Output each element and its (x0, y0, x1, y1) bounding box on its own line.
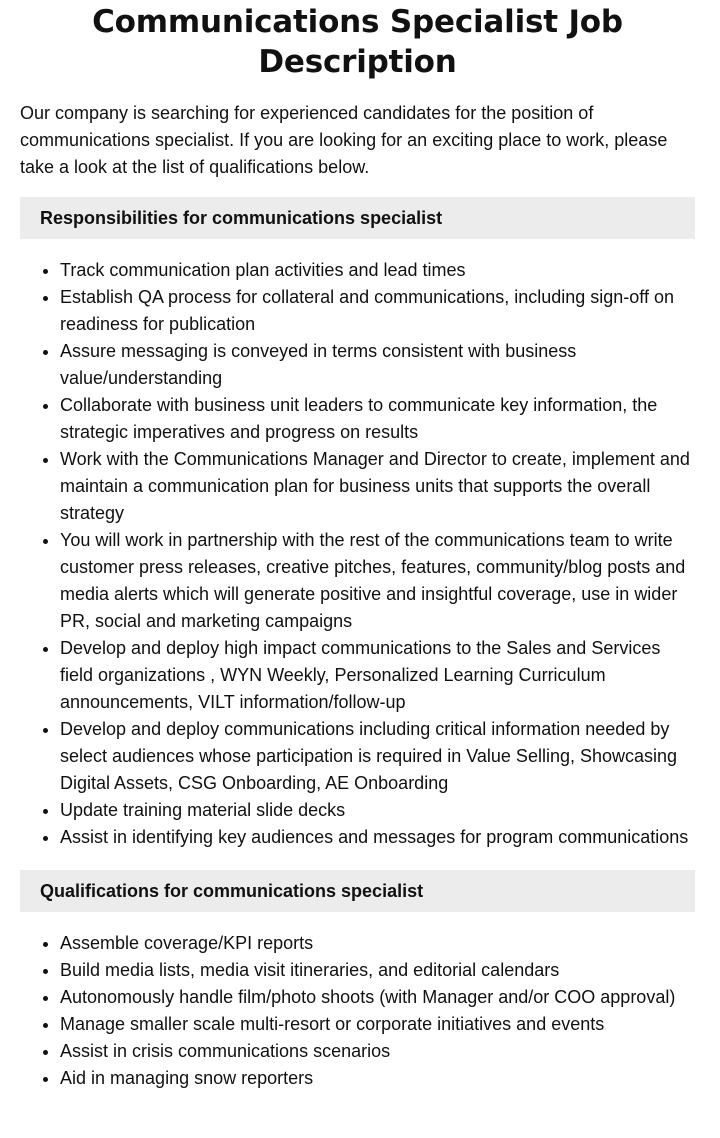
list-item: • You will work in partnership with the rest of the communications team to write customer press releases, creative pitches, features, community/blog posts and media alerts which will generate positive and insightful coverage, use in wider PR, social and marketing campaigns (60, 527, 695, 635)
list-item: • Manage smaller scale multi-resort or corporate initiatives and events (60, 1011, 695, 1038)
list-item: • Aid in managing snow reporters (60, 1065, 695, 1092)
page-title: Communications Specialist Job Description (92, 4, 623, 80)
list-item: • Collaborate with business unit leaders to communicate key information, the strategic imperatives and progress on results (60, 392, 695, 446)
qualifications-heading: Qualifications for communications specialist (20, 870, 695, 912)
list-item: • Assemble coverage/KPI reports (60, 930, 695, 957)
list-item: • Assist in identifying key audiences and messages for program communications (60, 824, 695, 851)
list-item: • Track communication plan activities and lead times (60, 257, 695, 284)
list-item: • Work with the Communications Manager and Director to create, implement and maintain a communication plan for business units that supports the overall strategy (60, 446, 695, 527)
list-item: • Develop and deploy high impact communications to the Sales and Services field organizations , WYN Weekly, Personalized Learning Curriculum announcements, VILT information/follow-up (60, 635, 695, 716)
intro-paragraph: Our company is searching for experienced candidates for the position of communications specialist. If you are looking for an exciting place to work, please take a look at the list of qualifications below. (20, 103, 668, 177)
responsibilities-heading: Responsibilities for communications specialist (20, 197, 695, 239)
list-item: • Assist in crisis communications scenarios (60, 1038, 695, 1065)
qualifications-list (20, 930, 695, 1092)
list-item: • Assure messaging is conveyed in terms consistent with business value/understanding (60, 338, 695, 392)
list-item: • Establish QA process for collateral and communications, including sign-off on readiness for publication (60, 284, 695, 338)
list-item: • Build media lists, media visit itineraries, and editorial calendars (60, 957, 695, 984)
list-item: • Autonomously handle film/photo shoots (with Manager and/or COO approval) (60, 984, 695, 1011)
list-item: • Update training material slide decks (60, 797, 695, 824)
responsibilities-list (20, 257, 695, 851)
list-item: • Develop and deploy communications including critical information needed by select audiences whose participation is required in Value Selling, Showcasing Digital Assets, CSG Onboarding, AE Onboarding (60, 716, 695, 797)
